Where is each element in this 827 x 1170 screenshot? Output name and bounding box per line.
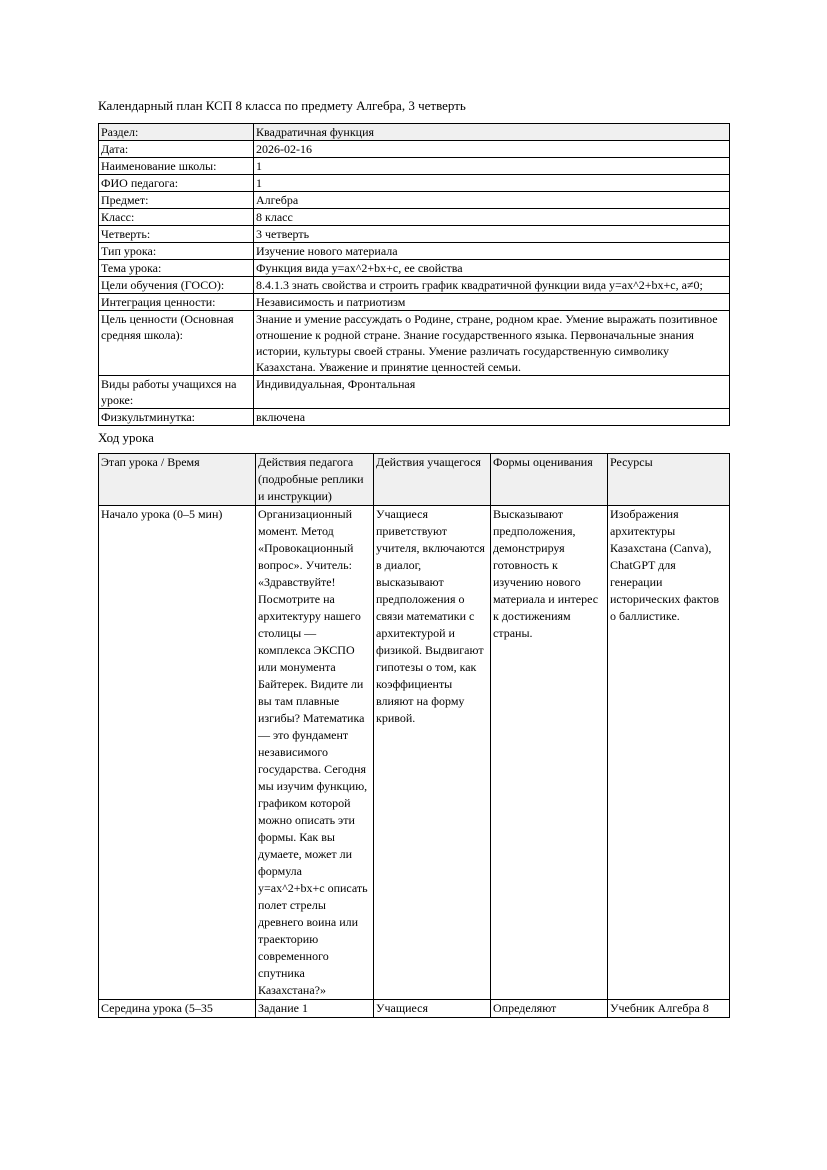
lesson-row-middle-clipped bbox=[99, 1000, 730, 1018]
lesson-row-start bbox=[99, 506, 730, 1000]
info-row-data bbox=[99, 141, 730, 158]
col-header-resources: Ресурсы bbox=[608, 454, 730, 506]
info-table bbox=[98, 123, 730, 426]
info-row-lesson-type bbox=[99, 243, 730, 260]
document-content bbox=[98, 98, 729, 1018]
col-header-teacher-actions: Действия педагога (подробные реплики и инструкции) bbox=[256, 454, 374, 506]
info-value: 8 класс bbox=[254, 209, 730, 226]
page-title: Календарный план КСП 8 класса по предмету Алгебра, 3 четверть bbox=[98, 98, 466, 113]
teacher-actions-cell: Задание 1 bbox=[256, 1000, 374, 1018]
info-label: Тип урока: bbox=[99, 243, 254, 260]
section-heading: Ход урока bbox=[98, 430, 154, 445]
info-label: Дата: bbox=[99, 141, 254, 158]
info-value: Алгебра bbox=[254, 192, 730, 209]
info-label: Тема урока: bbox=[99, 260, 254, 277]
resources-cell: Изображения архитектуры Казахстана (Canva), ChatGPT для генерации исторических фактов о баллистике. bbox=[608, 506, 730, 1000]
resources-cell: Учебник Алгебра 8 bbox=[608, 1000, 730, 1018]
info-value: Индивидуальная, Фронтальная bbox=[254, 376, 730, 409]
info-row-values-integration bbox=[99, 294, 730, 311]
col-header-stage: Этап урока / Время bbox=[99, 454, 256, 506]
info-value: 1 bbox=[254, 175, 730, 192]
info-row-class bbox=[99, 209, 730, 226]
lesson-table bbox=[98, 453, 730, 1018]
stage-cell: Середина урока (5–35 bbox=[99, 1000, 256, 1018]
info-row-teacher bbox=[99, 175, 730, 192]
info-row-subject bbox=[99, 192, 730, 209]
info-value: 1 bbox=[254, 158, 730, 175]
col-header-student-actions: Действия учащегося bbox=[374, 454, 491, 506]
info-label: Предмет: bbox=[99, 192, 254, 209]
info-row-quarter bbox=[99, 226, 730, 243]
info-value: Изучение нового материала bbox=[254, 243, 730, 260]
student-actions-cell: Учащиеся bbox=[374, 1000, 491, 1018]
info-value: 2026-02-16 bbox=[254, 141, 730, 158]
col-header-assessment: Формы оценивания bbox=[491, 454, 608, 506]
info-label: ФИО педагога: bbox=[99, 175, 254, 192]
info-value: Функция вида y=ax^2+bx+c, ее свойства bbox=[254, 260, 730, 277]
info-label: Четверть: bbox=[99, 226, 254, 243]
info-row-physical-minute bbox=[99, 409, 730, 426]
info-value: 3 четверть bbox=[254, 226, 730, 243]
info-label: Наименование школы: bbox=[99, 158, 254, 175]
info-row-values-goal bbox=[99, 311, 730, 376]
info-label: Раздел: bbox=[99, 124, 254, 141]
info-label: Цели обучения (ГОСО): bbox=[99, 277, 254, 294]
stage-cell: Начало урока (0–5 мин) bbox=[99, 506, 256, 1000]
teacher-actions-cell: Организационный момент. Метод «Провокационный вопрос». Учитель: «Здравствуйте! Посмотрите на архитектуру нашего столицы — комплекса ЭКСПО или монумента Байтерек. Видите ли вы там плавные изгибы? Математика — это фундамент независимого государства. Сегодня мы изучим функцию, графиком которой можно описать эти формы. Как вы думаете, может ли формула y=ax^2+bx+c описать полет стрелы древнего воина или траекторию современного спутника Казахстана?» bbox=[256, 506, 374, 1000]
info-label: Цель ценности (Основная средняя школа): bbox=[99, 311, 254, 376]
info-value: 8.4.1.3 знать свойства и строить график квадратичной функции вида y=ax^2+bx+c, a≠0; bbox=[254, 277, 730, 294]
info-value: Знание и умение рассуждать о Родине, стране, родном крае. Умение выражать позитивное отношение к родной стране. Знание государственного языка. Первоначальные знания истории, культуры своей страны. Умение различать государственную символику Казахстана. Уважение и принятие ценностей семьи. bbox=[254, 311, 730, 376]
assessment-cell: Определяют bbox=[491, 1000, 608, 1018]
info-row-goals bbox=[99, 277, 730, 294]
info-label: Интеграция ценности: bbox=[99, 294, 254, 311]
info-label: Физкультминутка: bbox=[99, 409, 254, 426]
info-label: Виды работы учащихся на уроке: bbox=[99, 376, 254, 409]
info-value: Квадратичная функция bbox=[254, 124, 730, 141]
lesson-table-header-row bbox=[99, 454, 730, 506]
info-row-work-types bbox=[99, 376, 730, 409]
info-label: Класс: bbox=[99, 209, 254, 226]
assessment-cell: Высказывают предположения, демонстрируя готовность к изучению нового материала и интерес к достижениям страны. bbox=[491, 506, 608, 1000]
student-actions-cell: Учащиеся приветствуют учителя, включаются в диалог, высказывают предположения о связи математики с архитектурой и физикой. Выдвигают гипотезы о том, как коэффициенты влияют на форму кривой. bbox=[374, 506, 491, 1000]
info-value: Независимость и патриотизм bbox=[254, 294, 730, 311]
info-row-razdel bbox=[99, 124, 730, 141]
info-row-lesson-topic bbox=[99, 260, 730, 277]
info-value: включена bbox=[254, 409, 730, 426]
info-row-school bbox=[99, 158, 730, 175]
